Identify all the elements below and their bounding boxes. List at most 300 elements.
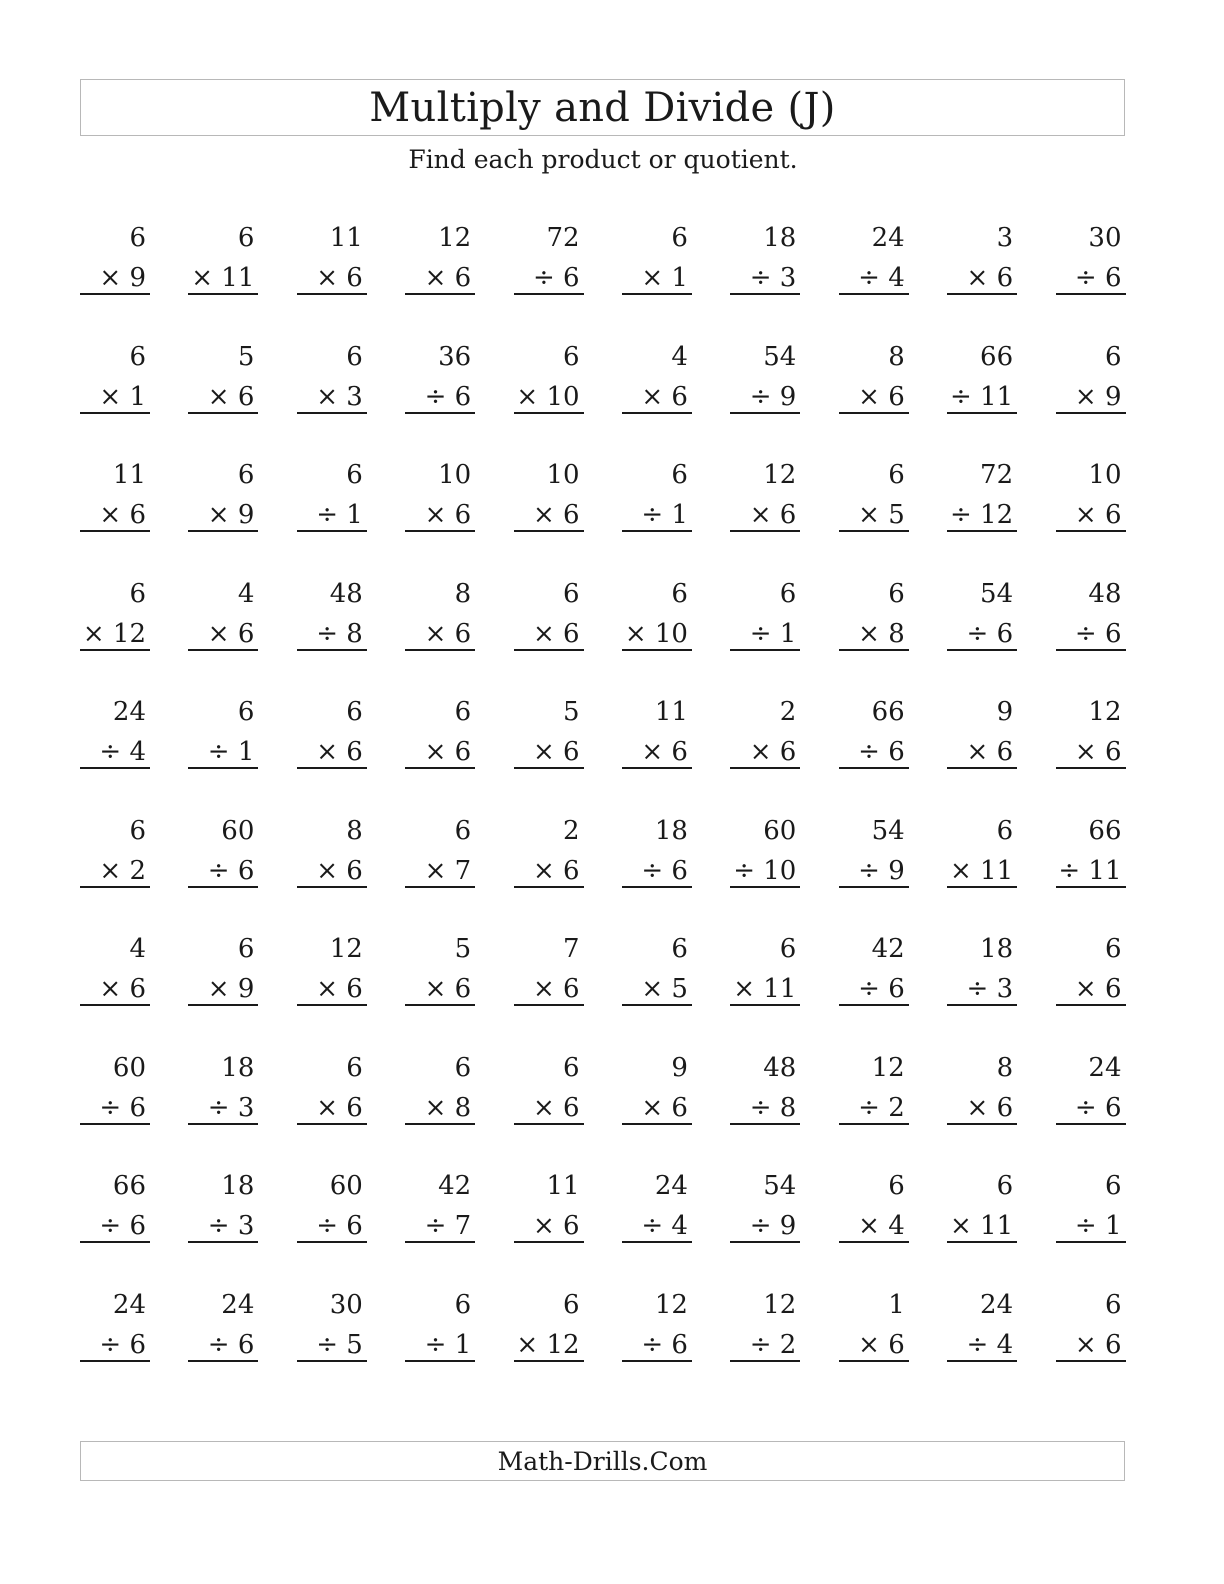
problem: [80, 692, 150, 772]
problem-operator-operand: × 6: [532, 855, 580, 886]
problem-operator-operand: ÷ 1: [749, 618, 797, 649]
problem: [730, 1285, 800, 1365]
problem-operator-operand: ÷ 3: [966, 974, 1014, 1004]
answer-line: [622, 886, 692, 888]
answer-line: [80, 1241, 150, 1243]
problem-top-operand: 6: [129, 223, 146, 253]
answer-line: [730, 767, 800, 769]
problem: [839, 929, 909, 1009]
problem-operator-operand: × 11: [949, 1211, 1014, 1241]
answer-line: [839, 293, 909, 295]
problem-operator-operand: × 5: [641, 974, 688, 1004]
problem: [514, 1166, 584, 1246]
problem-operator-operand: × 12: [82, 618, 146, 649]
problem: [1056, 574, 1126, 654]
problem-top-operand: 2: [779, 697, 797, 727]
problem: [947, 337, 1017, 417]
problem-top-operand: 66: [980, 341, 1014, 372]
problem-top-operand: 11: [329, 223, 363, 253]
problem-operator-operand: × 6: [316, 263, 363, 293]
problem: [839, 337, 909, 417]
problem: [839, 455, 909, 535]
problem-top-operand: 6: [996, 815, 1014, 846]
problem: [188, 455, 258, 535]
problem-operator-operand: ÷ 6: [207, 1329, 255, 1360]
problem-top-operand: 12: [1088, 697, 1122, 727]
problem: [839, 811, 909, 891]
problem: [839, 1166, 909, 1246]
problem-top-operand: 24: [221, 1289, 255, 1320]
title-box: [80, 79, 1125, 136]
problem-top-operand: 18: [980, 934, 1014, 964]
problem-operator-operand: ÷ 2: [858, 1092, 905, 1123]
answer-line: [730, 649, 800, 651]
problem-top-operand: 6: [454, 815, 472, 846]
problem: [1056, 455, 1126, 535]
problem-operator-operand: ÷ 7: [424, 1211, 472, 1241]
problem-top-operand: 54: [763, 341, 797, 372]
answer-line: [80, 1123, 150, 1125]
answer-line: [947, 412, 1017, 414]
answer-line: [405, 649, 475, 651]
page-title: Multiply and Divide (J): [369, 84, 836, 131]
problem-top-operand: 6: [129, 815, 146, 846]
problem-operator-operand: × 6: [424, 263, 472, 293]
problem-operator-operand: × 6: [99, 974, 146, 1004]
problem: [730, 929, 800, 1009]
answer-line: [80, 886, 150, 888]
problem: [839, 1048, 909, 1128]
answer-line: [839, 886, 909, 888]
problem: [405, 574, 475, 654]
problem-top-operand: 6: [888, 1171, 905, 1201]
problem: [188, 1285, 258, 1365]
problem-operator-operand: × 6: [1074, 1329, 1122, 1360]
problem: [188, 1048, 258, 1128]
problem: [730, 1166, 800, 1246]
answer-line: [839, 1123, 909, 1125]
problem-top-operand: 11: [654, 697, 688, 727]
problem-operator-operand: × 6: [99, 500, 146, 530]
answer-line: [947, 530, 1017, 532]
answer-line: [730, 1360, 800, 1362]
problem-operator-operand: ÷ 9: [858, 855, 905, 886]
answer-line: [188, 886, 258, 888]
answer-line: [297, 530, 367, 532]
problem: [297, 1048, 367, 1128]
problem-top-operand: 6: [237, 697, 255, 727]
problem: [297, 455, 367, 535]
instructions: Find each product or quotient.: [408, 145, 798, 174]
problem-operator-operand: ÷ 1: [424, 1329, 472, 1360]
answer-line: [80, 1360, 150, 1362]
problem-operator-operand: ÷ 6: [966, 618, 1014, 649]
problem-operator-operand: × 6: [424, 974, 472, 1004]
problem-top-operand: 4: [237, 578, 255, 609]
answer-line: [188, 1123, 258, 1125]
answer-line: [188, 649, 258, 651]
problem: [622, 455, 692, 535]
problem-top-operand: 6: [454, 697, 472, 727]
problem-operator-operand: × 6: [316, 1092, 363, 1123]
problem-top-operand: 6: [996, 1171, 1014, 1201]
problem-top-operand: 6: [563, 1289, 580, 1320]
problem-operator-operand: ÷ 4: [99, 737, 146, 767]
problem: [297, 1166, 367, 1246]
problem: [839, 692, 909, 772]
problem-top-operand: 66: [112, 1171, 146, 1201]
problem-operator-operand: × 2: [99, 855, 146, 886]
problem-operator-operand: ÷ 8: [316, 618, 363, 649]
problem-operator-operand: × 6: [1074, 737, 1122, 767]
problem-top-operand: 18: [221, 1171, 255, 1201]
problem: [297, 1285, 367, 1365]
problem-top-operand: 6: [454, 1052, 472, 1083]
problem: [405, 1285, 475, 1365]
answer-line: [1056, 1123, 1126, 1125]
problem-operator-operand: ÷ 6: [858, 737, 905, 767]
answer-line: [947, 1123, 1017, 1125]
problem-top-operand: 9: [671, 1052, 688, 1083]
problem: [947, 574, 1017, 654]
answer-line: [622, 1004, 692, 1006]
problem-top-operand: 18: [221, 1052, 255, 1083]
problem-top-operand: 6: [563, 578, 580, 609]
answer-line: [405, 1123, 475, 1125]
problem-operator-operand: × 6: [316, 974, 363, 1004]
problem-operator-operand: × 6: [966, 1092, 1014, 1123]
answer-line: [188, 293, 258, 295]
problem-top-operand: 12: [329, 934, 363, 964]
problem-operator-operand: ÷ 6: [316, 1211, 363, 1241]
problem: [514, 692, 584, 772]
problem-top-operand: 3: [996, 223, 1014, 253]
problem: [405, 337, 475, 417]
answer-line: [297, 293, 367, 295]
answer-line: [188, 1360, 258, 1362]
answer-line: [839, 530, 909, 532]
problem: [514, 811, 584, 891]
problem-operator-operand: × 6: [424, 737, 472, 767]
problem-operator-operand: ÷ 5: [316, 1329, 363, 1360]
answer-line: [622, 649, 692, 651]
problem-operator-operand: ÷ 12: [949, 500, 1014, 530]
answer-line: [514, 886, 584, 888]
problem: [405, 811, 475, 891]
problem-operator-operand: ÷ 3: [207, 1211, 255, 1241]
problem: [730, 692, 800, 772]
problem: [80, 1166, 150, 1246]
problem-top-operand: 42: [871, 934, 905, 964]
problem-operator-operand: ÷ 11: [949, 381, 1014, 412]
problem-operator-operand: × 6: [532, 618, 580, 649]
answer-line: [405, 1004, 475, 1006]
answer-line: [514, 530, 584, 532]
problem: [514, 1048, 584, 1128]
answer-line: [297, 886, 367, 888]
problem-operator-operand: × 11: [949, 855, 1014, 886]
answer-line: [730, 412, 800, 414]
problem-operator-operand: × 6: [858, 1329, 905, 1360]
problem-top-operand: 24: [980, 1289, 1014, 1320]
problem-operator-operand: ÷ 3: [749, 263, 797, 293]
problem-top-operand: 12: [763, 1289, 797, 1320]
problem: [514, 1285, 584, 1365]
problem-top-operand: 18: [654, 815, 688, 846]
problem-operator-operand: ÷ 1: [641, 500, 688, 530]
problem: [730, 337, 800, 417]
problem-top-operand: 72: [546, 223, 580, 253]
problem: [622, 929, 692, 1009]
problem-top-operand: 10: [438, 460, 472, 490]
problem: [514, 574, 584, 654]
problem-operator-operand: × 12: [516, 1329, 580, 1360]
problem: [622, 692, 692, 772]
problem-top-operand: 8: [888, 341, 905, 372]
problem: [405, 218, 475, 298]
problem-top-operand: 60: [112, 1052, 146, 1083]
problem-top-operand: 8: [996, 1052, 1014, 1083]
problem-top-operand: 6: [346, 697, 363, 727]
answer-line: [405, 412, 475, 414]
problem-operator-operand: × 6: [532, 1211, 580, 1241]
problem-top-operand: 30: [329, 1289, 363, 1320]
problem-operator-operand: × 1: [641, 263, 688, 293]
problem: [297, 574, 367, 654]
problem: [80, 218, 150, 298]
problem-top-operand: 6: [346, 1052, 363, 1083]
problem: [947, 455, 1017, 535]
problem: [947, 1166, 1017, 1246]
problem: [839, 1285, 909, 1365]
problem-operator-operand: × 6: [1074, 500, 1122, 530]
answer-line: [730, 1123, 800, 1125]
problem-top-operand: 72: [980, 460, 1014, 490]
problem: [1056, 1048, 1126, 1128]
answer-line: [839, 649, 909, 651]
problem-top-operand: 66: [871, 697, 905, 727]
problem-operator-operand: ÷ 6: [99, 1211, 146, 1241]
answer-line: [297, 412, 367, 414]
answer-line: [622, 1241, 692, 1243]
answer-line: [622, 1123, 692, 1125]
problem-top-operand: 2: [563, 815, 580, 846]
problem-top-operand: 11: [546, 1171, 580, 1201]
problem: [947, 1285, 1017, 1365]
answer-line: [947, 1360, 1017, 1362]
problem: [297, 337, 367, 417]
problem: [1056, 811, 1126, 891]
answer-line: [80, 530, 150, 532]
problem-top-operand: 48: [763, 1052, 797, 1083]
answer-line: [622, 530, 692, 532]
problem: [622, 1285, 692, 1365]
problem-top-operand: 4: [671, 341, 688, 372]
problem: [839, 574, 909, 654]
answer-line: [297, 1123, 367, 1125]
problem-operator-operand: × 6: [641, 1092, 688, 1123]
problem: [297, 929, 367, 1009]
problem-operator-operand: ÷ 2: [749, 1329, 797, 1360]
problem: [405, 692, 475, 772]
problem: [297, 692, 367, 772]
problem-top-operand: 9: [996, 697, 1014, 727]
problem-top-operand: 54: [871, 815, 905, 846]
answer-line: [188, 767, 258, 769]
problem-top-operand: 7: [563, 934, 580, 964]
problem-operator-operand: × 6: [1074, 974, 1122, 1004]
problem-operator-operand: ÷ 9: [749, 381, 797, 412]
problem-operator-operand: ÷ 1: [316, 500, 363, 530]
problem-operator-operand: × 8: [424, 1092, 472, 1123]
problem: [297, 218, 367, 298]
answer-line: [514, 1123, 584, 1125]
answer-line: [1056, 649, 1126, 651]
problem: [1056, 1166, 1126, 1246]
problem: [947, 692, 1017, 772]
problem-top-operand: 6: [563, 341, 580, 372]
problem: [622, 811, 692, 891]
answer-line: [405, 293, 475, 295]
problem: [514, 455, 584, 535]
problem-top-operand: 6: [671, 578, 688, 609]
problem-top-operand: 6: [346, 341, 363, 372]
problem-operator-operand: ÷ 4: [966, 1329, 1014, 1360]
problem: [514, 337, 584, 417]
problem-operator-operand: ÷ 1: [1074, 1211, 1122, 1241]
problem: [80, 811, 150, 891]
problem-operator-operand: × 9: [99, 263, 146, 293]
problem: [405, 1048, 475, 1128]
problem-top-operand: 54: [980, 578, 1014, 609]
footer-text: Math-Drills.Com: [497, 1446, 708, 1476]
answer-line: [405, 1360, 475, 1362]
problem: [514, 218, 584, 298]
problem-top-operand: 10: [546, 460, 580, 490]
problem-operator-operand: × 8: [858, 618, 905, 649]
problem-top-operand: 11: [112, 460, 146, 490]
problem: [622, 337, 692, 417]
problem: [80, 1285, 150, 1365]
problem: [1056, 1285, 1126, 1365]
problem-operator-operand: × 9: [1074, 381, 1122, 412]
problem: [80, 337, 150, 417]
problem-operator-operand: × 6: [207, 381, 255, 412]
problem: [1056, 337, 1126, 417]
problem-top-operand: 6: [671, 223, 688, 253]
problem-top-operand: 6: [1104, 341, 1122, 372]
problem-top-operand: 48: [1088, 578, 1122, 609]
problem-top-operand: 48: [329, 578, 363, 609]
problem-operator-operand: × 6: [641, 737, 688, 767]
problem-operator-operand: ÷ 6: [1074, 1092, 1122, 1123]
answer-line: [80, 412, 150, 414]
problem-operator-operand: × 11: [733, 974, 797, 1004]
problem-top-operand: 8: [346, 815, 363, 846]
problem-top-operand: 60: [221, 815, 255, 846]
problem-operator-operand: ÷ 6: [1074, 618, 1122, 649]
problem-top-operand: 6: [454, 1289, 472, 1320]
problem: [188, 574, 258, 654]
answer-line: [1056, 412, 1126, 414]
problem-operator-operand: × 6: [316, 855, 363, 886]
problem-operator-operand: × 9: [207, 500, 255, 530]
problem: [188, 337, 258, 417]
problem-operator-operand: × 6: [207, 618, 255, 649]
answer-line: [514, 1241, 584, 1243]
problem-operator-operand: × 6: [966, 263, 1014, 293]
problem-top-operand: 5: [563, 697, 580, 727]
problem-operator-operand: × 6: [532, 974, 580, 1004]
problem: [405, 929, 475, 1009]
problem-operator-operand: ÷ 6: [1074, 263, 1122, 293]
answer-line: [839, 1004, 909, 1006]
problem-operator-operand: ÷ 6: [99, 1092, 146, 1123]
footer-box: [80, 1441, 1125, 1481]
problem-operator-operand: × 10: [624, 618, 688, 649]
problem-top-operand: 30: [1088, 223, 1122, 253]
problem-top-operand: 12: [871, 1052, 905, 1083]
problem-top-operand: 6: [237, 460, 255, 490]
problem-operator-operand: × 11: [191, 263, 255, 293]
problem-operator-operand: ÷ 6: [207, 855, 255, 886]
problem: [947, 1048, 1017, 1128]
problem-operator-operand: × 6: [749, 500, 797, 530]
answer-line: [1056, 886, 1126, 888]
answer-line: [188, 1004, 258, 1006]
answer-line: [1056, 1241, 1126, 1243]
problem: [80, 929, 150, 1009]
problem-operator-operand: × 6: [966, 737, 1014, 767]
problem-top-operand: 6: [129, 341, 146, 372]
problem: [188, 218, 258, 298]
answer-line: [514, 649, 584, 651]
problem-operator-operand: ÷ 6: [532, 263, 580, 293]
answer-line: [188, 1241, 258, 1243]
answer-line: [730, 293, 800, 295]
problem: [730, 455, 800, 535]
problem: [514, 929, 584, 1009]
answer-line: [839, 1241, 909, 1243]
problem: [80, 574, 150, 654]
problem-operator-operand: × 6: [641, 381, 688, 412]
answer-line: [947, 293, 1017, 295]
answer-line: [297, 649, 367, 651]
problem: [622, 574, 692, 654]
problem-top-operand: 42: [438, 1171, 472, 1201]
problem-top-operand: 66: [1088, 815, 1122, 846]
problem-operator-operand: ÷ 4: [858, 263, 905, 293]
problem-top-operand: 5: [454, 934, 472, 964]
problem-top-operand: 6: [346, 460, 363, 490]
problem-top-operand: 54: [763, 1171, 797, 1201]
answer-line: [188, 412, 258, 414]
answer-line: [80, 649, 150, 651]
problem-top-operand: 12: [654, 1289, 688, 1320]
problem: [1056, 929, 1126, 1009]
problem: [622, 1048, 692, 1128]
answer-line: [1056, 293, 1126, 295]
problem-operator-operand: × 6: [424, 618, 472, 649]
answer-line: [297, 767, 367, 769]
problem-operator-operand: × 6: [858, 381, 905, 412]
problem: [730, 574, 800, 654]
answer-line: [947, 767, 1017, 769]
problem-top-operand: 6: [888, 460, 905, 490]
problem-top-operand: 10: [1088, 460, 1122, 490]
answer-line: [297, 1360, 367, 1362]
problem: [839, 218, 909, 298]
